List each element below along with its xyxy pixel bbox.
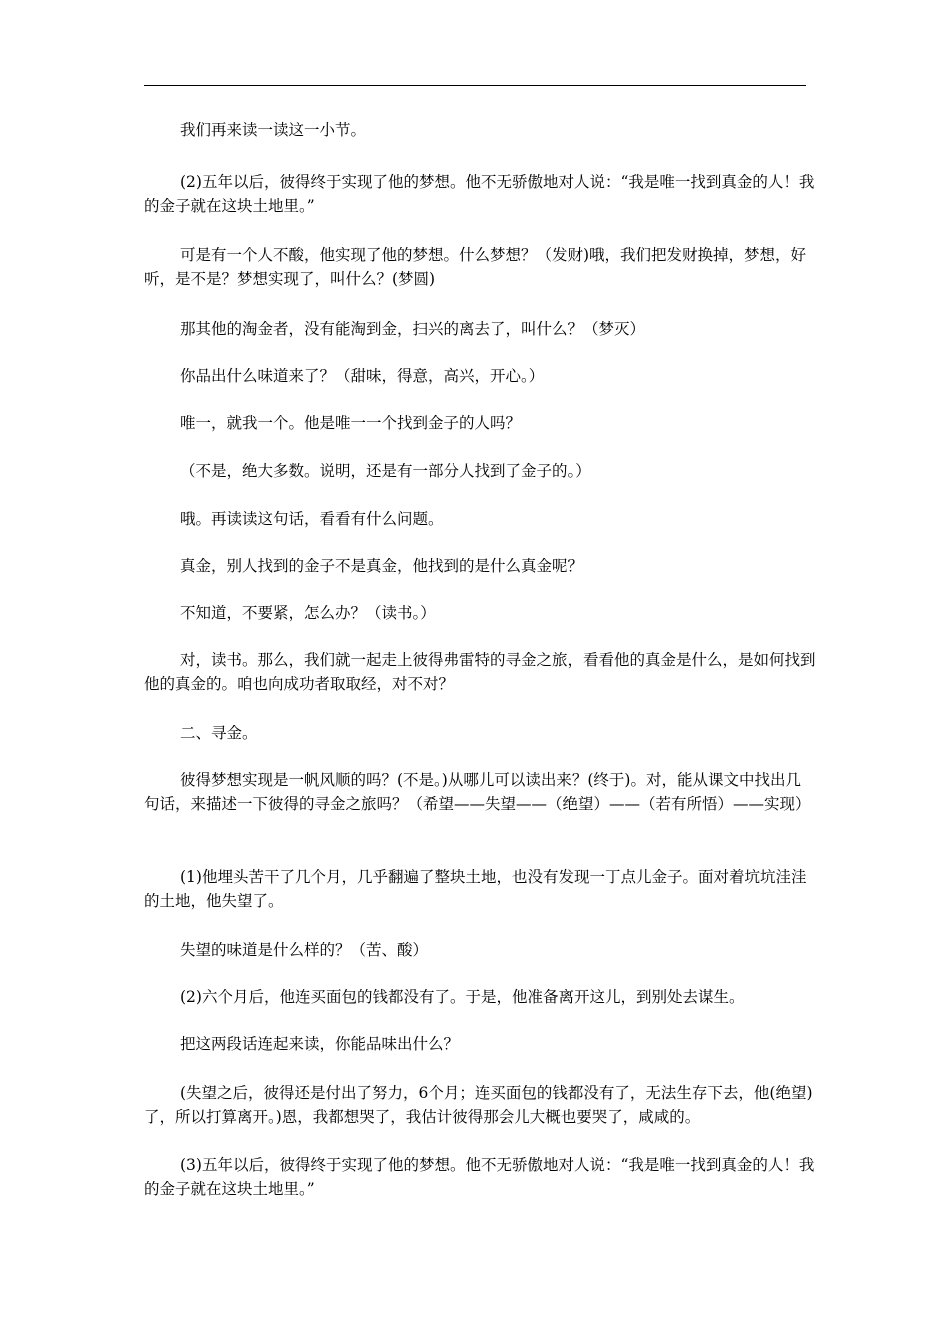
paragraph: （不是，绝大多数。说明，还是有一部分人找到了金子的。） [180,462,591,480]
paragraph: 不知道，不要紧，怎么办？（读书。） [180,604,436,622]
paragraph: (2)五年以后，彼得终于实现了他的梦想。他不无骄傲地对人说：“我是唯一找到真金的人！我的金子就在这块土地里。” [144,173,815,215]
paragraph: (失望之后，彼得还是付出了努力，6个月；连买面包的钱都没有了，无法生存下去，他(绝望)了，所以打算离开。)恩，我都想哭了，我估计彼得那会儿大概也要哭了，咸咸的。 [144,1084,813,1126]
paragraph: (3)五年以后，彼得终于实现了他的梦想。他不无骄傲地对人说：“我是唯一找到真金的人！我的金子就在这块土地里。” [144,1156,815,1198]
paragraph: 你品出什么味道来了？（甜味，得意，高兴，开心。） [180,367,545,385]
paragraph: 失望的味道是什么样的？（苦、酸） [180,941,429,959]
paragraph: 真金，别人找到的金子不是真金，他找到的是什么真金呢？ [180,557,584,575]
section-heading: 二、寻金。 [180,724,258,742]
paragraph: (1)他埋头苦干了几个月，几乎翻遍了整块土地，也没有发现一丁点儿金子。面对着坑坑洼洼的土地，他失望了。 [144,868,807,910]
paragraph: 唯一，就我一个。他是唯一一个找到金子的人吗？ [180,414,522,432]
paragraph: 彼得梦想实现是一帆风顺的吗？(不是。)从哪儿可以读出来？(终于)。对，能从课文中找出几句话，来描述一下彼得的寻金之旅吗？（希望——失望——（绝望）——（若有所悟）——实现） [144,771,811,813]
paragraph: 我们再来读一读这一小节。 [180,121,367,139]
paragraph: 可是有一个人不酸，他实现了他的梦想。什么梦想？（发财)哦，我们把发财换掉，梦想，好听，是不是？梦想实现了，叫什么？(梦圆) [144,246,807,288]
paragraph: 把这两段话连起来读，你能品味出什么？ [180,1035,460,1053]
paragraph: 对，读书。那么，我们就一起走上彼得弗雷特的寻金之旅，看看他的真金是什么，是如何找到他的真金的。咱也向成功者取取经，对不对？ [144,651,816,693]
paragraph: (2)六个月后，他连买面包的钱都没有了。于是，他准备离开这儿，到别处去谋生。 [180,988,745,1006]
paragraph: 哦。再读读这句话，看看有什么问题。 [180,510,444,528]
paragraph: 那其他的淘金者，没有能淘到金，扫兴的离去了，叫什么？（梦灭） [180,320,646,338]
header-rule [144,85,806,86]
